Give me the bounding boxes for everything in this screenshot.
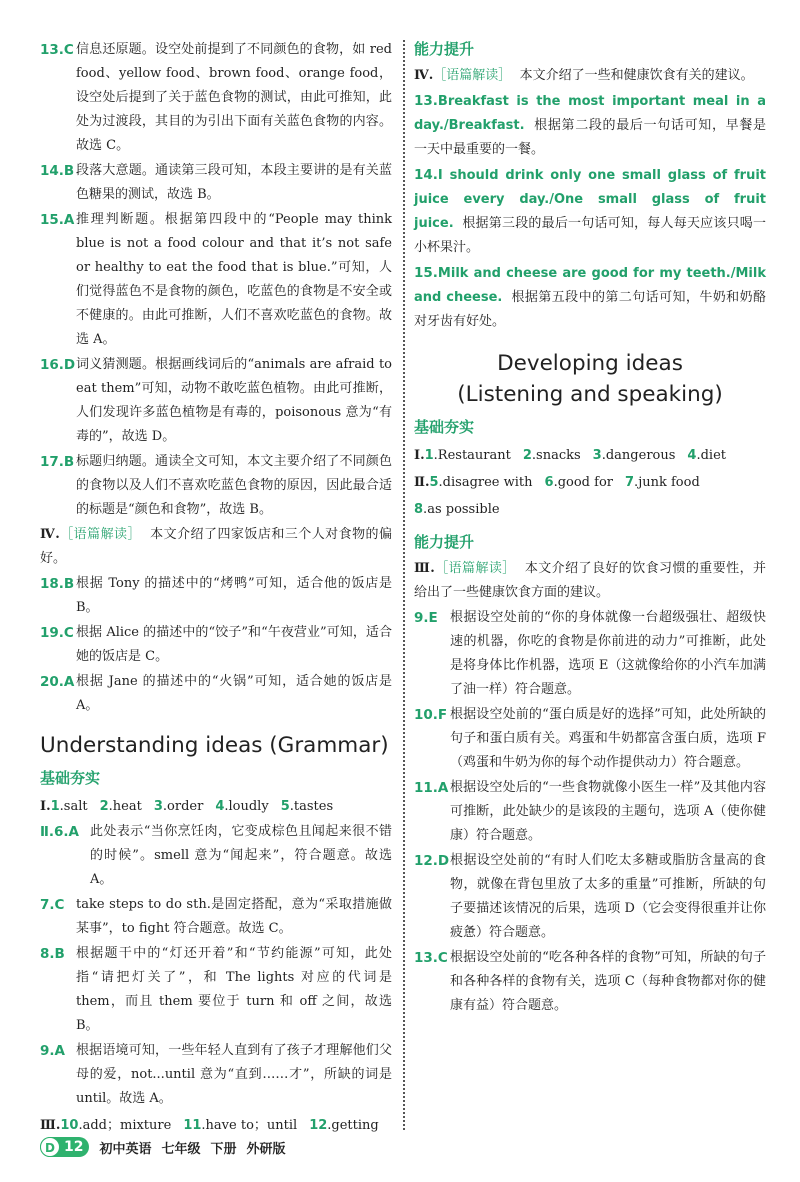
badge-letter: D [40, 1137, 60, 1157]
blank-number: 4 [215, 799, 225, 814]
passage-summary-text: 本文介绍了良好的饮食习惯的重要性，并给出了一些健康饮食方面的建议。 [414, 561, 766, 600]
answer-sentence: Milk and cheese are good for my teeth./Milk and cheese. [414, 266, 766, 305]
item-text: 词义猜测题。根据画线词后的“animals are afraid to eat them”可知，动物不敢吃蓝色植物。由此可推断，人们发现许多蓝色植物是有毒的，poisonous 意为“有毒的”，故选 D。 [76, 357, 392, 444]
answers-9-13-reading [414, 606, 766, 1018]
blank-number: 1 [50, 799, 60, 814]
answer-item [414, 89, 766, 162]
passage-summary-iii [414, 557, 766, 605]
item-text: 根据第三段的最后一句话可知，每人每天应该只喝一小杯果汁。 [414, 216, 766, 255]
item-text: 根据第五段中的第二句话可知，牛奶和奶酪对牙齿有好处。 [414, 290, 766, 329]
book-edition: 外研版 [246, 1141, 286, 1157]
section-numeral: Ⅳ. [40, 527, 60, 542]
item-number: 13.C [414, 950, 448, 966]
blank-answer: diet [700, 448, 726, 463]
answer-item [40, 1039, 392, 1111]
blank-number: 11 [183, 1118, 202, 1133]
answer-item [414, 946, 766, 1018]
answer-item [40, 159, 392, 207]
answer-item [414, 776, 766, 848]
item-number: 19.C [40, 625, 74, 641]
item-number: 10.F [414, 707, 448, 723]
blank-answer: good for [557, 475, 613, 490]
column-divider [403, 40, 405, 1130]
item-text: 此处表示“当你烹饪肉，它变成棕色且闻起来很不错的时候”。smell 意为“闻起来”，符合题意。故选 A。 [90, 824, 392, 887]
blank-answer: Restaurant [437, 448, 511, 463]
passage-tag: ［语篇解读］ [59, 527, 141, 542]
blank-answer: getting [331, 1118, 379, 1133]
sub-heading-basic: 基础夯实 [40, 769, 101, 787]
blank-answer: dangerous [605, 448, 676, 463]
blank-answer: snacks [536, 448, 581, 463]
passage-summary-text: 本文介绍了一些和健康饮食有关的建议。 [519, 68, 754, 83]
item-number: 15.A [40, 212, 75, 228]
answer-item [40, 450, 392, 522]
blank-number: 10 [60, 1118, 79, 1133]
section-subtitle-listening: (Listening and speaking) [457, 382, 723, 407]
answer-item [40, 38, 392, 158]
sub-heading-advanced: 能力提升 [414, 40, 475, 58]
blank-answer: heat [112, 799, 142, 814]
book-subject: 初中英语 [99, 1141, 152, 1157]
item-number: 15. [414, 265, 438, 281]
book-volume: 下册 [210, 1141, 237, 1157]
section-numeral: Ⅰ. [40, 799, 51, 814]
answer-item [40, 820, 392, 892]
item-text: 根据设空处前的“吃各种各样的食物”可知，所缺的句子和各种各样的食物有关，选项 C（每种食物都对你的健康有益）符合题意。 [450, 950, 766, 1013]
answer-item [414, 606, 766, 702]
blank-answer: salt [63, 799, 88, 814]
item-number: 14.B [40, 163, 75, 179]
blank-number: 12 [309, 1118, 328, 1133]
blank-answer: disagree with [442, 475, 533, 490]
item-number: 18.B [40, 576, 75, 592]
developing-part-ii-cont: 8.as possible [414, 502, 500, 517]
page-number-badge [40, 1137, 89, 1157]
blank-number: 1 [424, 448, 434, 463]
answer-item [40, 670, 392, 718]
item-number: 13. [414, 93, 438, 109]
book-grade: 七年级 [161, 1141, 201, 1157]
blank-answer: add；mixture [82, 1118, 172, 1133]
answer-item [40, 208, 392, 352]
item-text: 推理判断题。根据第四段中的“People may think blue is not a food colour and that it’s not safe or healthy to eat the food that is blue.”可知，人们觉得蓝色不是食物的颜色，吃蓝色的食物是不安全或不健康的。由此可推断，人们不喜欢吃蓝色的食物。故选 A。 [76, 212, 392, 347]
answers-6-9 [40, 820, 392, 1111]
passage-summary-iv [40, 523, 392, 571]
passage-summary-iv [414, 64, 766, 88]
section-title-developing: Developing ideas [497, 351, 683, 376]
item-number: 9.E [414, 610, 438, 626]
blank-number: 2 [522, 448, 532, 463]
section-numeral: Ⅰ. [414, 448, 425, 463]
answer-sentence: I should drink only one small glass of fruit juice every day./One small glass of fruit juice. [414, 168, 766, 231]
blank-answer: as possible [427, 502, 500, 517]
blank-answer: have to；until [205, 1118, 298, 1133]
grammar-part-iii: Ⅲ.10.add；mixture 11.have to；until 12.getting [40, 1118, 379, 1133]
item-number: 12.D [414, 853, 450, 869]
blank-number: 5 [280, 799, 290, 814]
item-text: 根据设空处前的“你的身体就像一台超级强壮、超级快速的机器，你吃的食物是你前进的动力”可推断，此处是将身体比作机器，选项 E（这就像给你的小汽车加满了油一样）符合题意。 [450, 610, 766, 697]
section-numeral: Ⅲ. [414, 561, 435, 576]
item-text: take steps to do sth.是固定搭配，意为“采取措施做某事”，to fight 符合题意。故选 C。 [76, 897, 392, 936]
blank-number: 8 [414, 502, 424, 517]
developing-part-ii: Ⅱ.5.disagree with 6.good for 7.junk food [414, 475, 700, 490]
item-number: 13.C [40, 42, 74, 58]
item-number: 7.C [40, 897, 65, 913]
item-text: 根据 Alice 的描述中的“饺子”和“午夜营业”可知，适合她的饭店是 C。 [76, 625, 392, 664]
blank-number: 3 [592, 448, 602, 463]
section-title-grammar: Understanding ideas (Grammar) [40, 733, 389, 758]
blank-answer: tastes [293, 799, 334, 814]
answers-13-17 [40, 38, 392, 522]
developing-part-i: Ⅰ.1.Restaurant 2.snacks 3.dangerous 4.diet [414, 448, 726, 463]
page-number: 12 [64, 1139, 84, 1155]
blank-answer: loudly [228, 799, 269, 814]
section-numeral: Ⅲ. [40, 1118, 61, 1133]
answer-item [414, 703, 766, 775]
answer-item [40, 942, 392, 1038]
answer-item [414, 261, 766, 334]
passage-tag: ［语篇解读］ [434, 561, 516, 576]
passage-tag: ［语篇解读］ [433, 68, 512, 83]
blank-number: 5 [429, 475, 439, 490]
item-number: 17.B [40, 454, 75, 470]
right-column [414, 38, 766, 1019]
item-number: 14. [414, 167, 438, 183]
item-number: 9.A [40, 1043, 65, 1059]
blank-answer: junk food [638, 475, 700, 490]
item-text: 根据设空处前的“蛋白质是好的选择”可知，此处所缺的句子和蛋白质有关。鸡蛋和牛奶都富含蛋白质，选项 F（鸡蛋和牛奶为你的每个动作提供动力）符合题意。 [450, 707, 766, 770]
section-numeral: Ⅱ. [414, 475, 430, 490]
item-text: 根据题干中的“灯还开着”和“节约能源”可知，此处指“请把灯关了”，和 The lights 对应的代词是 them，而且 them 要位于 turn 和 off 之间，故选 B。 [76, 946, 392, 1033]
passage-summary-text: 本文介绍了四家饭店和三个人对食物的偏好。 [40, 527, 392, 566]
item-text: 标题归纳题。通读全文可知，本文主要介绍了不同颜色的食物以及人们不喜欢吃蓝色食物的原因，因此最合适的标题是“颜色和食物”，故选 B。 [76, 454, 392, 517]
item-number: 20.A [40, 674, 75, 690]
item-number: 16.D [40, 357, 76, 373]
answer-item [40, 353, 392, 449]
blank-number: 4 [687, 448, 697, 463]
answer-item [414, 849, 766, 945]
sub-heading-advanced: 能力提升 [414, 533, 475, 551]
item-text: 根据设空处前的“有时人们吃太多糖或脂肪含量高的食物，就像在背包里放了太多的重量”可推断，所缺的句子要描述该情况的后果，选项 D（它会变得很重并让你疲惫）符合题意。 [450, 853, 766, 940]
item-number: Ⅱ.6.A [40, 824, 79, 840]
answer-item [40, 893, 392, 941]
left-column [40, 38, 392, 1139]
item-text: 根据第二段的最后一句话可知，早餐是一天中最重要的一餐。 [414, 118, 766, 157]
blank-number: 7 [625, 475, 635, 490]
item-text: 信息还原题。设空处前提到了不同颜色的食物，如 red food、yellow food、brown food、orange food，设空处后提到了关于蓝色食物的测试，由此可推知，此处为过渡段，其目的为引出下面有关蓝色食物的内容。故选 C。 [76, 42, 392, 153]
grammar-part-i: Ⅰ.1.salt 2.heat 3.order 4.loudly 5.tastes [40, 799, 334, 814]
item-number: 11.A [414, 780, 449, 796]
blank-number: 2 [99, 799, 109, 814]
answer-sentence: Breakfast is the most important meal in a day./Breakfast. [414, 94, 766, 133]
blank-answer: order [167, 799, 204, 814]
item-text: 根据设空处后的“一些食物就像小医生一样”及其他内容可推断，此处缺少的是该段的主题句，选项 A（使你健康）符合题意。 [450, 780, 766, 843]
answers-18-20 [40, 572, 392, 718]
section-numeral: Ⅳ. [414, 68, 434, 83]
answer-item [414, 163, 766, 260]
item-text: 段落大意题。通读第三段可知，本段主要讲的是有关蓝色糖果的测试，故选 B。 [76, 163, 392, 202]
blank-number: 3 [153, 799, 163, 814]
answer-item [40, 572, 392, 620]
item-text: 根据 Tony 的描述中的“烤鸭”可知，适合他的饭店是 B。 [76, 576, 392, 615]
answer-item [40, 621, 392, 669]
item-number: 8.B [40, 946, 65, 962]
sub-heading-basic: 基础夯实 [414, 418, 475, 436]
item-text: 根据 Jane 的描述中的“火锅”可知，适合她的饭店是 A。 [76, 674, 392, 713]
item-text: 根据语境可知，一些年轻人直到有了孩子才理解他们父母的爱，not...until 意为“直到……才”，所缺的词是 until。故选 A。 [76, 1043, 392, 1106]
page-footer [40, 1136, 296, 1158]
answers-13-15-writing [414, 89, 766, 334]
book-info [99, 1138, 295, 1157]
blank-number: 6 [544, 475, 554, 490]
